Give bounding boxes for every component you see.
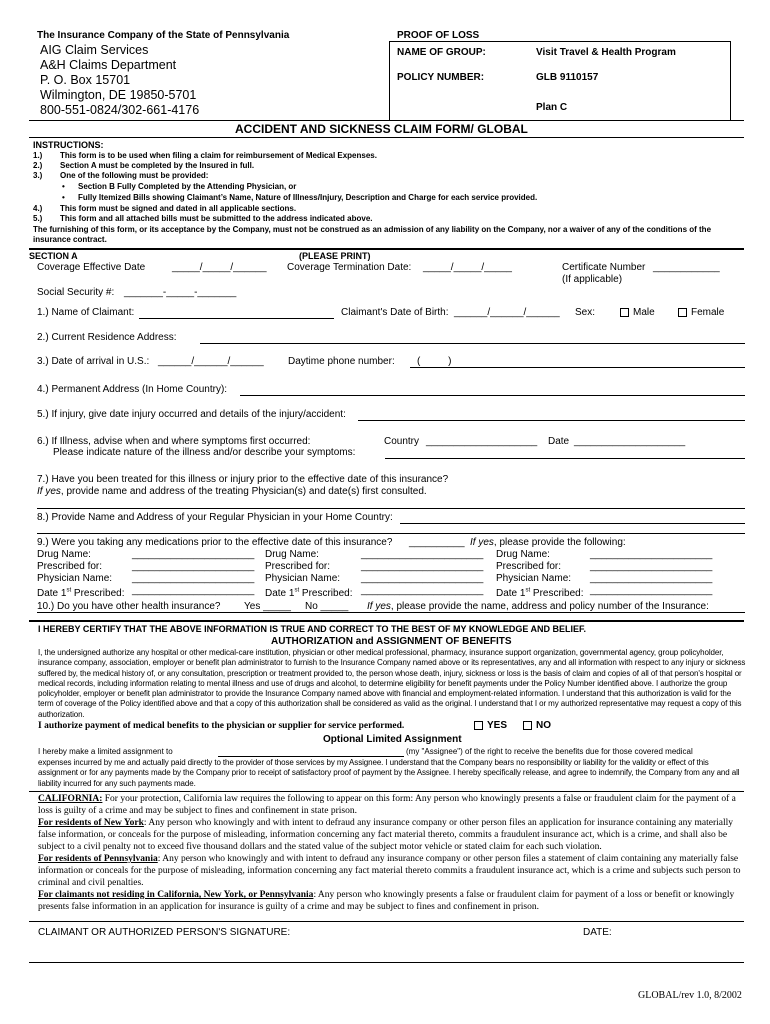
coverage-effective-field[interactable]: _____/_____/______ — [172, 262, 267, 273]
assignment-text: expenses incurred by me and actually paid directly to the provider of those services by my Assignee. I understand that the Company bears no responsibility or liability for the validity or effect of this assignment or for any payments made by the Company prior to receipt of satisfactory proof of payment by the Assignee. I hereby specifically release, and agree to indemnify, the Company from any and all liability incurred for any such payments made. — [38, 758, 740, 788]
authorization-heading: AUTHORIZATION and ASSIGNMENT OF BENEFITS — [271, 636, 512, 647]
instruction-text: This form is to be used when filing a claim for reimbursement of Medical Expenses. — [60, 151, 377, 160]
signature-label: CLAIMANT OR AUTHORIZED PERSON'S SIGNATURE: — [38, 927, 291, 938]
if-yes-label: If yes — [470, 537, 494, 548]
address-line: A&H Claims Department — [40, 58, 177, 72]
date-prescribed-field[interactable]: ______________________ — [361, 585, 484, 596]
no-label: NO — [536, 720, 551, 731]
regular-physician-line[interactable] — [37, 533, 745, 534]
certificate-number-label: Certificate Number — [562, 262, 646, 273]
other-states-text: : Any person who knowingly presents a false or fraudulent claim for payment of a loss or benefit or knowingly presents false information in an application for insurance is guilty of a crime and may be subject to fines and confinement in prison. — [38, 890, 735, 912]
prescribed-for-label: Prescribed for: — [37, 561, 103, 572]
prescribed-for-field[interactable]: ______________________ — [361, 561, 484, 572]
if-yes-label: If yes — [37, 486, 61, 497]
instruction-text: Fully Itemized Bills showing Claimant’s Name, Nature of Illness/Injury, Description and Charge for each service provided. — [78, 193, 538, 202]
prescribed-for-field[interactable]: ______________________ — [590, 561, 713, 572]
medications-answer-field[interactable]: __________ — [409, 537, 465, 548]
return-address — [40, 43, 199, 118]
authorize-payment-text: I authorize payment of medical benefits to the physician or supplier for service performed. — [38, 721, 405, 731]
instruction-num: 2.) — [33, 161, 43, 170]
assignment-heading: Optional Limited Assignment — [323, 734, 462, 745]
california-label: CALIFORNIA: — [38, 794, 103, 804]
country-field[interactable]: ____________________ — [426, 436, 538, 447]
signature-line[interactable] — [29, 962, 744, 963]
address-line: 800-551-0824/302-661-4176 — [40, 103, 200, 117]
claimant-name-label: 1.) Name of Claimant: — [37, 307, 135, 318]
coverage-effective-label: Coverage Effective Date — [37, 262, 146, 273]
dob-label: Claimant's Date of Birth: — [341, 307, 449, 318]
group-value: Visit Travel & Health Program — [536, 47, 676, 58]
section-a-label: SECTION A — [29, 251, 78, 261]
injury-details-field[interactable] — [358, 420, 745, 421]
authorize-yes-option[interactable] — [474, 720, 507, 731]
policy-label: POLICY NUMBER: — [397, 72, 485, 83]
assignee-name-field[interactable] — [218, 756, 404, 757]
checkbox-icon — [474, 721, 483, 730]
new-york-label: For residents of New York — [38, 818, 144, 828]
checkbox-icon — [523, 721, 532, 730]
prescribed-for-label: Prescribed for: — [496, 561, 562, 572]
if-yes-label: If yes — [367, 601, 391, 612]
plan-label: Plan C — [536, 102, 568, 113]
illness-nature-field[interactable] — [385, 458, 745, 459]
bullet-icon: • — [62, 182, 65, 191]
medications-followup-text: , please provide the following: — [493, 537, 626, 548]
regular-physician-label: 8.) Provide Name and Address of your Regular Physician in your Home Country: — [37, 512, 393, 523]
drug-name-field[interactable]: ______________________ — [590, 549, 713, 560]
male-option[interactable] — [620, 307, 655, 318]
divider — [29, 120, 744, 121]
instruction-text: Section A must be completed by the Insured in full. — [60, 161, 255, 170]
other-insurance-label: 10.) Do you have other health insurance? — [37, 601, 221, 612]
onset-date-field[interactable]: ____________________ — [574, 436, 686, 447]
instructions-heading: INSTRUCTIONS: — [33, 140, 104, 150]
drug-name-label: Drug Name: — [37, 549, 91, 560]
instruction-num: 3.) — [33, 171, 43, 180]
physician-name-field[interactable]: ______________________ — [590, 573, 713, 584]
physician-name-label: Physician Name: — [265, 573, 341, 584]
pennsylvania-label: For residents of Pennsylvania — [38, 854, 158, 864]
other-insurance-line[interactable] — [37, 612, 745, 613]
address-line: Wilmington, DE 19850-5701 — [40, 88, 197, 102]
injury-details-label: 5.) If injury, give date injury occurred and details of the injury/accident: — [37, 409, 346, 420]
arrival-date-field[interactable]: ______/______/______ — [158, 356, 264, 367]
date-first-prescribed-label: Date 1st Prescribed: — [265, 588, 353, 600]
proof-of-loss-title: PROOF OF LOSS — [397, 30, 480, 41]
male-label: Male — [633, 307, 655, 318]
dob-field[interactable]: ______/______/______ — [454, 307, 560, 318]
prescribed-for-label: Prescribed for: — [265, 561, 331, 572]
new-york-text: : Any person who knowingly and with intent to defraud any insurance company or other person files an application for insurance containing any materially false information, or conceals for the purpose of misleading, information concerning any fact material thereto, commits a fraudulent insurance act, which is a crime, and shall also be subject to a civil penalty not to exceed five thousand dollars and the stated value of the subject motor vehicle or stated claim for each such violation. — [38, 818, 734, 852]
female-label: Female — [691, 307, 725, 318]
instruction-text: One of the following must be provided: — [60, 171, 209, 180]
divider — [29, 921, 744, 922]
form-revision: GLOBAL/rev 1.0, 8/2002 — [638, 990, 742, 1001]
date-first-prescribed-label: Date 1st Prescribed: — [496, 588, 584, 600]
instruction-num: 1.) — [33, 151, 43, 160]
medication-block-3 — [496, 549, 584, 600]
company-name: The Insurance Company of the State of Pennsylvania — [37, 30, 290, 41]
address-line: AIG Claim Services — [40, 43, 149, 57]
phone-line — [410, 367, 745, 368]
certificate-number-field[interactable]: ____________ — [653, 262, 720, 273]
illness-nature-label: Please indicate nature of the illness and/or describe your symptoms: — [53, 447, 356, 458]
instruction-text: This form and all attached bills must be submitted to the address indicated above. — [60, 214, 373, 223]
prior-treatment-followup-text: , provide name and address of the treating Physician(s) and date(s) first consulted. — [60, 486, 427, 497]
california-text: For your protection, California law requires the following to appear on this form: Any person who knowingly presents a false or fraudulent claim for the payment of a loss is guilty of a crime and may be subject to fines and confinement in state prison. — [38, 794, 736, 816]
medication-block-2 — [265, 549, 353, 600]
illness-onset-label: 6.) If Illness, advise when and where symptoms first occurred: — [37, 436, 311, 447]
ssn-label: Social Security #: — [37, 287, 115, 298]
medications-followup — [470, 537, 626, 548]
instruction-num: 4.) — [33, 204, 43, 213]
certify-statement: I HEREBY CERTIFY THAT THE ABOVE INFORMATION IS TRUE AND CORRECT TO THE BEST OF MY KNOWLEDGE AND BELIEF. — [38, 624, 587, 634]
form-title: ACCIDENT AND SICKNESS CLAIM FORM/ GLOBAL — [235, 122, 528, 136]
divider — [29, 791, 744, 792]
assignment-line-end: (my "Assignee") of the right to receive the benefits due for those covered medical — [406, 747, 693, 756]
please-print-label: (PLEASE PRINT) — [299, 251, 371, 261]
drug-name-field[interactable]: ______________________ — [361, 549, 484, 560]
residence-address-field[interactable] — [200, 343, 745, 344]
other-insurance-yes-field[interactable]: Yes _____ — [244, 601, 291, 612]
divider — [29, 248, 744, 250]
sex-label: Sex: — [575, 307, 596, 318]
medication-fields-3 — [590, 549, 712, 597]
instruction-text: This form must be signed and dated in all applicable sections. — [60, 204, 297, 213]
onset-date-label: Date — [548, 436, 570, 447]
prior-treatment-question: 7.) Have you been treated for this illness or injury prior to the effective date of this insurance? — [37, 474, 449, 485]
claimant-name-field[interactable] — [139, 318, 334, 319]
group-label: NAME OF GROUP: — [397, 47, 486, 58]
address-line: P. O. Box 15701 — [40, 73, 131, 87]
prior-treatment-field[interactable] — [37, 508, 745, 509]
country-label: Country — [384, 436, 420, 447]
prescribed-for-field[interactable]: ______________________ — [132, 561, 255, 572]
physician-name-label: Physician Name: — [496, 573, 572, 584]
other-insurance-followup-text: , please provide the name, address and policy number of the Insurance: — [390, 601, 709, 612]
drug-name-field[interactable]: ______________________ — [132, 549, 255, 560]
other-insurance-followup — [367, 601, 709, 612]
physician-name-field[interactable]: ______________________ — [361, 573, 484, 584]
medication-fields-1 — [132, 549, 254, 597]
authorize-no-option[interactable] — [523, 720, 551, 731]
medication-block-1 — [37, 549, 125, 600]
physician-name-label: Physician Name: — [37, 573, 113, 584]
other-states-label: For claimants not residing in California, New York, or Pennsylvania — [38, 890, 314, 900]
regular-physician-field[interactable] — [400, 523, 745, 524]
fraud-notices — [38, 793, 744, 913]
signature-date-label: DATE: — [583, 927, 612, 938]
assignment-line-start: I hereby make a limited assignment to — [38, 747, 173, 756]
divider — [29, 137, 744, 138]
pennsylvania-text: : Any person who knowingly and with intent to defraud any insurance company or other person files a statement of claim containing any materially false information or conceals for the purpose of misleading, information concerning any fact material thereto commits a fraudulent insurance act, which is a crime and subjects such person to criminal and civil penalties. — [38, 854, 741, 888]
drug-name-label: Drug Name: — [265, 549, 319, 560]
prior-treatment-label — [37, 474, 448, 485]
furnishing-notice: The furnishing of this form, or its acceptance by the Company, must not be construed as an admission of any liability on the Company, nor a waiver of any of the conditions of the insurance contract. — [33, 225, 712, 244]
policy-value: GLB 9110157 — [536, 72, 599, 83]
prior-treatment-followup — [37, 486, 427, 497]
yes-label: YES — [487, 720, 508, 731]
medications-label: 9.) Were you taking any medications prior to the effective date of this insurance? — [37, 537, 393, 548]
daytime-phone-label: Daytime phone number: — [288, 356, 395, 367]
date-prescribed-field[interactable]: ______________________ — [590, 585, 713, 596]
medication-fields-2 — [361, 549, 483, 597]
ssn-field[interactable]: _______-_____-_______ — [124, 287, 237, 298]
drug-name-label: Drug Name: — [496, 549, 550, 560]
date-first-prescribed-label: Date 1st Prescribed: — [37, 588, 125, 600]
daytime-phone-field[interactable]: ( ) — [417, 356, 452, 367]
instruction-text: Section B Fully Completed by the Attending Physician, or — [78, 182, 297, 191]
divider — [29, 620, 744, 622]
permanent-address-field[interactable] — [240, 395, 745, 396]
other-insurance-no-field[interactable]: No _____ — [305, 601, 349, 612]
coverage-termination-label: Coverage Termination Date: — [287, 262, 412, 273]
coverage-termination-field[interactable]: _____/_____/_____ — [423, 262, 512, 273]
checkbox-icon — [620, 308, 629, 317]
residence-address-label: 2.) Current Residence Address: — [37, 332, 177, 343]
if-applicable-note: (If applicable) — [562, 274, 623, 285]
authorization-text: I, the undersigned authorize any hospital or other medical-care institution, physician or other medical professional, pharmacy, insurance support organization, governmental agency, group policyholder, insurance company, association, employer or benefit plan administrator to furnish to the Insurance Company named above or its representatives, any and all information with respect to any injury or sickness suffered by, the medical history of, or any consultation, prescription or treatment provided to, the person whose death, injury, sickness or loss is the basis of claim and copies of all of that person's hospital or medical records, including information relating to mental illness and use of drugs and alcohol, to determine eligibility for benefit payments under the Policy Number identified above. I authorize the group policyholder, employer or benefit plan administrator to provide the Insurance Company named above with financial and employment-related information. I understand that this authorization is valid for the term of coverage of the Policy identified above and that a copy of this authorization shall be considered as valid as the original. I understand that I or my authorized representative may request a copy of this authorization. — [38, 648, 746, 719]
checkbox-icon — [678, 308, 687, 317]
female-option[interactable] — [678, 307, 724, 318]
date-prescribed-field[interactable]: ______________________ — [132, 585, 255, 596]
physician-name-field[interactable]: ______________________ — [132, 573, 255, 584]
permanent-address-label: 4.) Permanent Address (In Home Country): — [37, 384, 228, 395]
bullet-icon: • — [62, 193, 65, 202]
instruction-num: 5.) — [33, 214, 43, 223]
arrival-date-label: 3.) Date of arrival in U.S.: — [37, 356, 150, 367]
